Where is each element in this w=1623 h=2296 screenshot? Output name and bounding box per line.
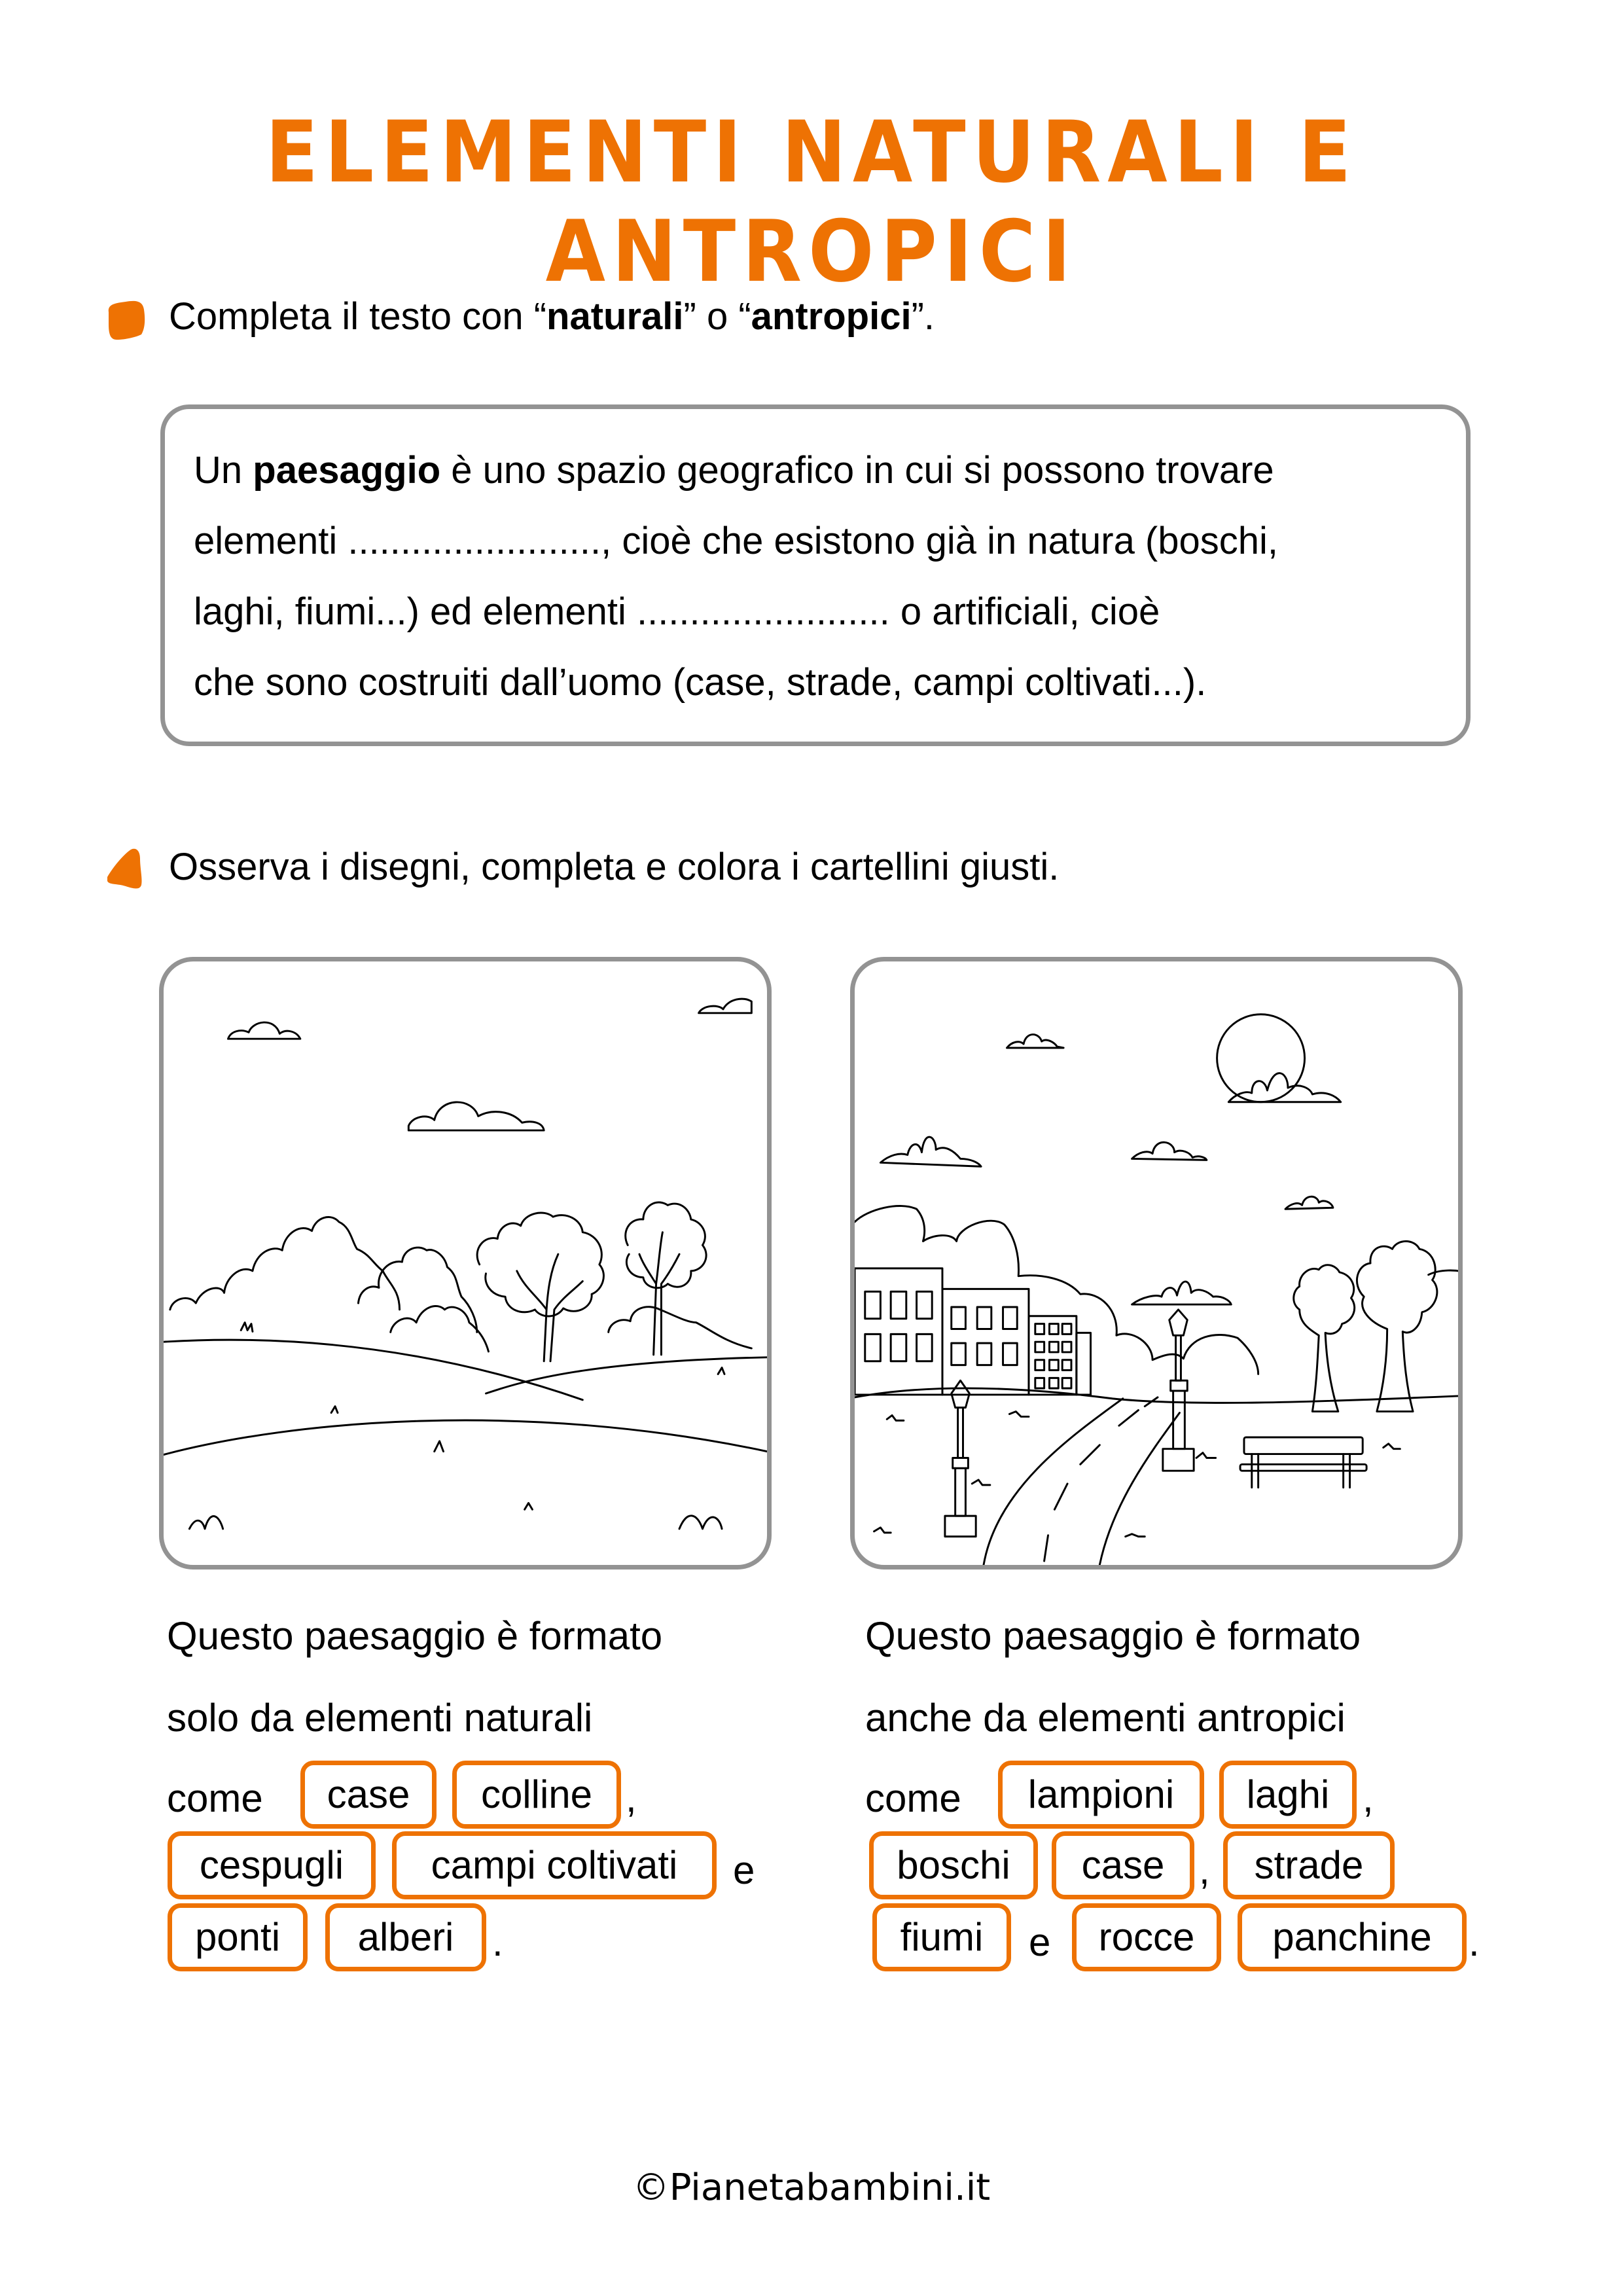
building-icon	[855, 1268, 1091, 1395]
tag-lampioni[interactable]: lampioni	[998, 1761, 1204, 1829]
tag-rocce[interactable]: rocce	[1072, 1903, 1221, 1971]
right-description-line-2: anche da elementi antropici	[865, 1696, 1346, 1740]
natural-landscape-illustration	[164, 961, 767, 1565]
tag-case[interactable]: case	[1052, 1831, 1194, 1899]
cloud-icon	[228, 999, 752, 1130]
grass-icon	[189, 1323, 724, 1529]
natural-landscape-picture[interactable]	[159, 957, 772, 1570]
road-icon	[984, 1397, 1179, 1565]
tag-colline[interactable]: colline	[452, 1761, 621, 1829]
tag-boschi[interactable]: boschi	[869, 1831, 1038, 1899]
left-come-label: come	[167, 1776, 263, 1820]
bush-icon	[170, 1217, 752, 1352]
right-description-line-1: Questo paesaggio è formato	[865, 1614, 1361, 1658]
exercise1-instruction	[169, 295, 935, 338]
keyword-antropici: antropici	[751, 295, 912, 338]
fill-in-text-box	[160, 404, 1471, 746]
conjunction-e: e	[1029, 1920, 1051, 1964]
text-line-2[interactable]: elementi ........................, cioè che esistono già in natura (boschi,	[194, 520, 1279, 562]
cloud-icon	[880, 1035, 1340, 1304]
tag-fiumi[interactable]: fiumi	[872, 1903, 1011, 1971]
left-description-line-2: solo da elementi naturali	[167, 1696, 593, 1740]
tree-icon	[1294, 1242, 1437, 1412]
exercise2-instruction: Osserva i disegni, completa e colora i cartellini giusti.	[169, 846, 1060, 888]
copyright-footer: ©Pianetabambini.it	[632, 2166, 991, 2209]
anthropic-landscape-picture[interactable]	[850, 957, 1463, 1570]
hill-icon	[164, 1340, 767, 1454]
tag-case[interactable]: case	[300, 1761, 437, 1829]
tag-ponti[interactable]: ponti	[168, 1903, 308, 1971]
text-line-4: che sono costruiti dall’uomo (case, strade, campi coltivati...).	[194, 661, 1207, 704]
instruction-text: Completa il testo con “	[169, 295, 547, 338]
instruction-text: ” o “	[683, 295, 751, 338]
triangle-bullet-icon	[99, 844, 152, 897]
comma: ,	[1363, 1776, 1374, 1820]
page-title: ELEMENTI NATURALI E ANTROPICI	[265, 102, 1358, 301]
text-line-3[interactable]: laghi, fiumi...) ed elementi ........................ o artificiali, cioè	[194, 590, 1160, 633]
tree-icon	[477, 1202, 706, 1361]
text: è uno spazio geografico in cui si possono trovare	[440, 449, 1274, 492]
instruction-text: ”.	[911, 295, 935, 338]
text: Un	[194, 449, 253, 492]
period: .	[492, 1920, 503, 1964]
bold-paesaggio: paesaggio	[253, 449, 441, 492]
text-line-1	[194, 448, 1274, 492]
anthropic-landscape-illustration	[855, 961, 1458, 1565]
tag-alberi[interactable]: alberi	[325, 1903, 486, 1971]
keyword-naturali: naturali	[546, 295, 684, 338]
background-bush-icon	[855, 1206, 1458, 1374]
comma: ,	[1199, 1848, 1210, 1892]
tag-laghi[interactable]: laghi	[1219, 1761, 1357, 1829]
tag-strade[interactable]: strade	[1223, 1831, 1395, 1899]
square-bullet-icon	[103, 298, 149, 344]
sun-icon	[1217, 1014, 1305, 1102]
tag-panchine[interactable]: panchine	[1238, 1903, 1467, 1971]
period: .	[1469, 1920, 1480, 1964]
bench-icon	[1240, 1437, 1366, 1488]
tag-campi-coltivati[interactable]: campi coltivati	[392, 1831, 717, 1899]
right-come-label: come	[865, 1776, 961, 1820]
conjunction-e: e	[733, 1848, 755, 1892]
comma: ,	[626, 1776, 637, 1820]
left-description-line-1: Questo paesaggio è formato	[167, 1614, 663, 1658]
tag-cespugli[interactable]: cespugli	[168, 1831, 376, 1899]
